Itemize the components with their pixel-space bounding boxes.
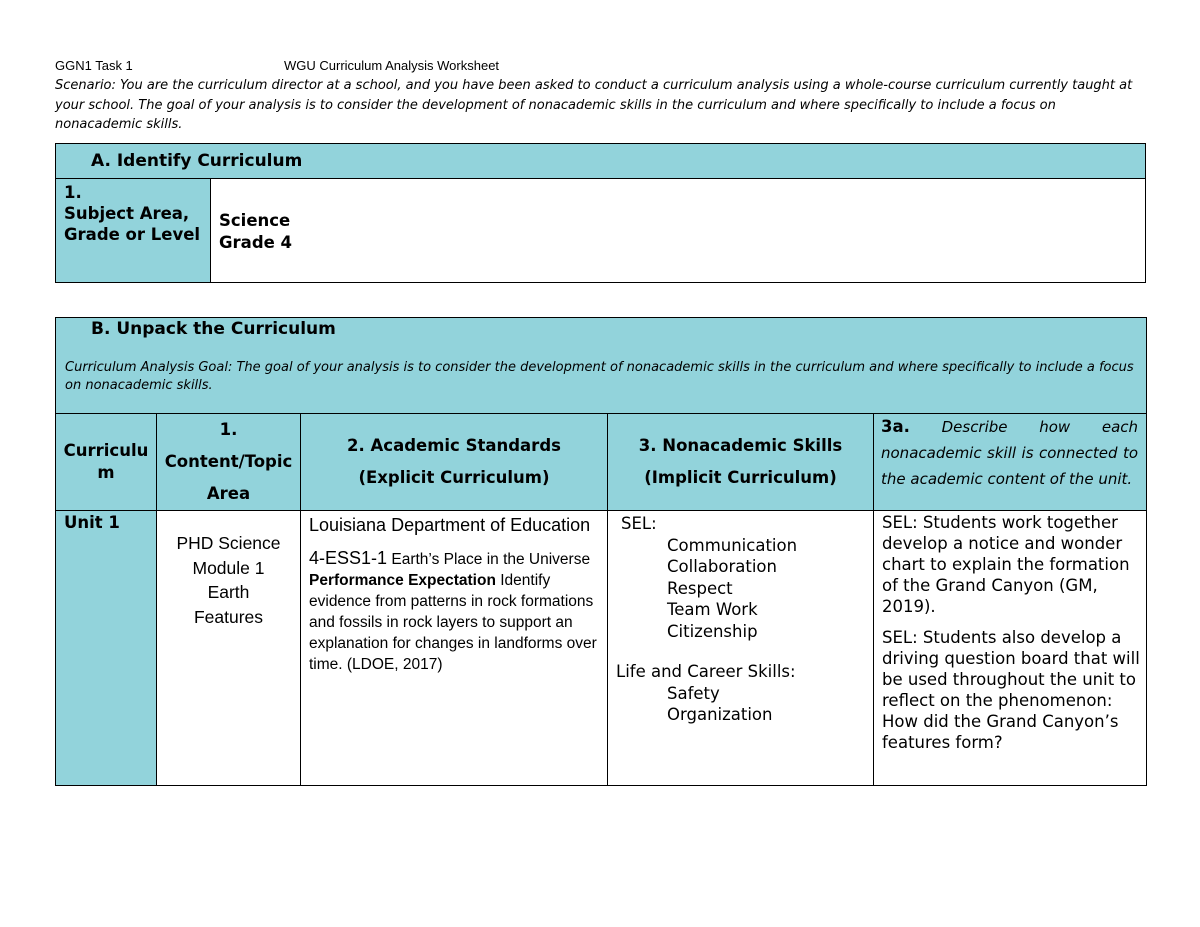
skill-connection-description: SEL: Students work together develop a notice and wonder chart to explain the formation of the Grand Canyon (GM, 2019). xyxy=(882,513,1130,616)
content-line: Features xyxy=(193,606,264,627)
spacer xyxy=(882,617,1140,627)
nonacademic-skills-cell xyxy=(608,511,874,786)
describe-text: Describe how each nonacademic skill is connected to the academic content of the unit. xyxy=(881,418,1139,488)
task-label: GGN1 Task 1 xyxy=(55,58,133,73)
subject-area-label-cell xyxy=(56,179,211,283)
col-header-curriculum-text: Curriculum xyxy=(63,441,149,482)
content-line: Earth xyxy=(207,582,250,602)
col-header-curriculum xyxy=(56,414,157,511)
identify-curriculum-table xyxy=(55,143,1146,283)
sel-skill: Collaboration xyxy=(667,557,777,576)
life-career-skill: Organization xyxy=(667,705,773,724)
life-career-skill: Safety xyxy=(667,683,720,703)
academic-standards-subtitle: (Explicit Curriculum) xyxy=(358,468,550,487)
sel-label: SEL: xyxy=(621,514,657,533)
describe-lead: 3a. xyxy=(881,417,910,436)
col-header-content-number: 1. xyxy=(219,420,238,439)
content-line: PHD Science xyxy=(176,533,281,553)
analysis-goal-text: Curriculum Analysis Goal: The goal of your analysis is to consider the development of nonacademic skills in the curriculum and where specifically to include a focus on nonacademic skills. xyxy=(65,360,1134,393)
spacer xyxy=(616,642,873,661)
worksheet-title: WGU Curriculum Analysis Worksheet xyxy=(284,58,500,73)
content-line: Module 1 xyxy=(192,557,265,578)
sel-skill: Team Work xyxy=(667,600,758,619)
skill-connection-description: SEL: Students also develop a driving question board that will be used throughout the unit to reflect on the phenomenon: How did the Grand Canyon’s features form? xyxy=(882,628,1140,752)
nonacademic-skills-title: 3. Nonacademic Skills xyxy=(638,436,843,455)
life-career-label: Life and Career Skills: xyxy=(616,662,796,681)
standard-code: 4-ESS1-1 xyxy=(309,548,388,568)
performance-expectation-text: Identify evidence from patterns in rock formations and fossils in rock layers to support an explanation for changes in landforms over time. (LDOE, 2017) xyxy=(309,572,597,673)
section-a-title: A. Identify Curriculum xyxy=(56,144,1146,179)
col-header-academic-standards xyxy=(301,414,608,511)
unpack-curriculum-table xyxy=(55,317,1147,786)
grade-value: Grade 4 xyxy=(219,233,293,252)
subject-area-label-number: 1. xyxy=(64,183,82,202)
section-b-header-cell xyxy=(56,318,1147,414)
subject-value: Science xyxy=(219,211,291,230)
standard-title: Earth’s Place in the Universe xyxy=(391,551,591,568)
scenario-text: Scenario: You are the curriculum director at a school, and you have been asked to conduct a curriculum analysis using a whole-course curriculum currently taught at your school. The goal of your analysis is to consider the development of nonacademic skills in the curriculum and where specifically to include a focus on nonacademic skills. xyxy=(55,78,1133,132)
sel-skill: Communication xyxy=(667,535,798,555)
sel-skill: Respect xyxy=(667,578,733,598)
unit-label-cell xyxy=(56,511,157,786)
col-header-content-text: Content/Topic Area xyxy=(164,452,293,503)
subject-area-value-cell xyxy=(211,179,1146,283)
col-header-nonacademic-skills xyxy=(608,414,874,511)
col-header-describe xyxy=(874,414,1147,511)
skill-connection-cell xyxy=(874,511,1147,786)
content-topic-cell xyxy=(157,511,301,786)
academic-standards-cell xyxy=(301,511,608,786)
subject-area-label: Subject Area, Grade or Level xyxy=(64,204,201,244)
academic-standards-title: 2. Academic Standards xyxy=(347,436,561,455)
col-header-content xyxy=(157,414,301,511)
nonacademic-skills-subtitle: (Implicit Curriculum) xyxy=(644,468,837,487)
performance-expectation-label: Performance Expectation xyxy=(309,572,496,589)
section-b-title: B. Unpack the Curriculum xyxy=(91,319,336,339)
unit-label: Unit 1 xyxy=(64,513,120,532)
sel-skill: Citizenship xyxy=(667,621,758,641)
standard-detail xyxy=(309,548,603,675)
standards-organization: Louisiana Department of Education xyxy=(309,515,591,535)
